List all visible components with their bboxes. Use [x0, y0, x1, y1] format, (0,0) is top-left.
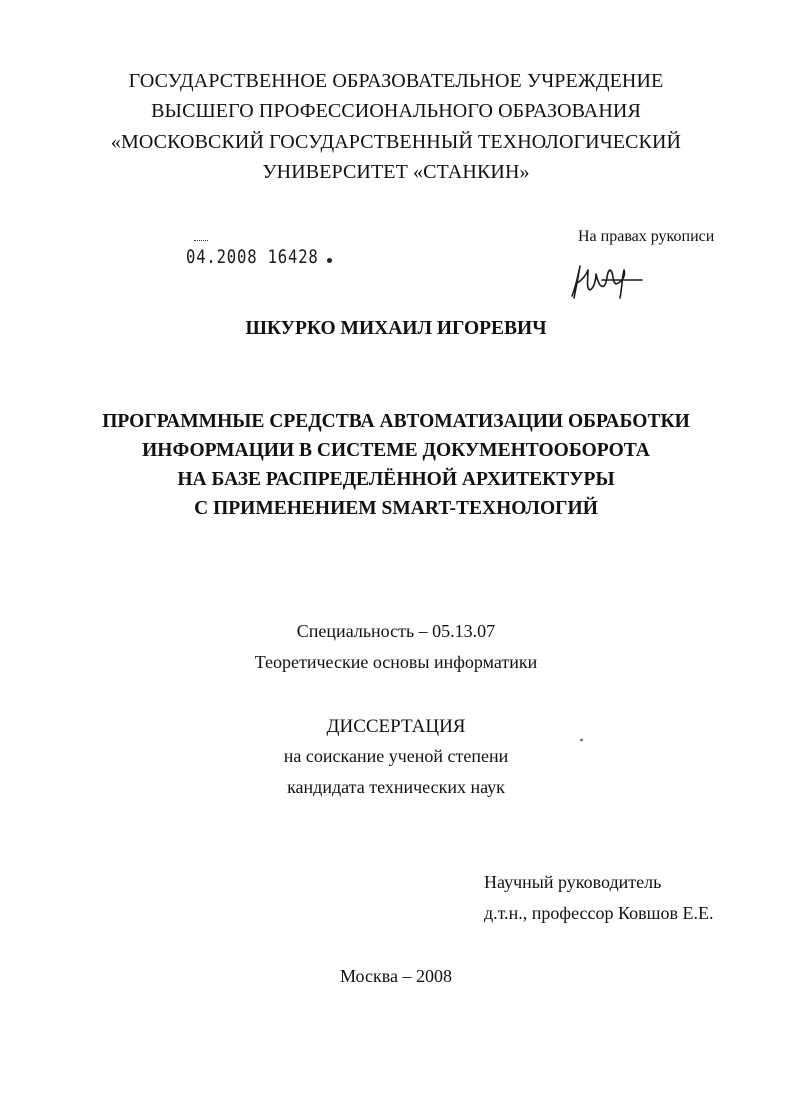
degree-purpose-line-2: кандидата технических наук: [287, 777, 505, 797]
title-line-3: НА БАЗЕ РАСПРЕДЕЛЁННОЙ АРХИТЕКТУРЫ: [177, 469, 615, 490]
supervisor-label: Научный руководитель: [484, 872, 662, 892]
specialty-name: Теоретические основы информатики: [254, 652, 538, 672]
stamp-dot: [327, 258, 332, 263]
degree-purpose-line-1: на соискание ученой степени: [283, 746, 509, 766]
manuscript-note: На правах рукописи: [578, 228, 715, 245]
title-line-4: С ПРИМЕНЕНИЕМ SMART-ТЕХНОЛОГИЙ: [194, 498, 598, 519]
scan-speck: [580, 738, 584, 741]
institution-line-2: ВЫСШЕГО ПРОФЕССИОНАЛЬНОГО ОБРАЗОВАНИЯ: [151, 100, 641, 122]
specialty-code: Специальность – 05.13.07: [296, 621, 496, 641]
registration-stamp: 04.2008 16428: [186, 246, 319, 268]
dissertation-label: ДИССЕРТАЦИЯ: [326, 716, 466, 737]
stamp-mark: [194, 240, 208, 243]
institution-line-3: «МОСКОВСКИЙ ГОСУДАРСТВЕННЫЙ ТЕХНОЛОГИЧЕСКИЙ: [110, 131, 682, 153]
title-line-2: ИНФОРМАЦИИ В СИСТЕМЕ ДОКУМЕНТООБОРОТА: [142, 440, 650, 461]
institution-line-4: УНИВЕРСИТЕТ «СТАНКИН»: [262, 161, 530, 183]
supervisor-name: д.т.н., профессор Ковшов Е.Е.: [484, 903, 714, 923]
institution-line-1: ГОСУДАРСТВЕННОЕ ОБРАЗОВАТЕЛЬНОЕ УЧРЕЖДЕНИЕ: [128, 70, 664, 92]
author-name: ШКУРКО МИХАИЛ ИГОРЕВИЧ: [245, 318, 547, 339]
place-year: Москва – 2008: [340, 966, 452, 986]
title-line-1: ПРОГРАММНЫЕ СРЕДСТВА АВТОМАТИЗАЦИИ ОБРАБОТКИ: [102, 411, 690, 432]
signature-icon: [566, 258, 644, 302]
